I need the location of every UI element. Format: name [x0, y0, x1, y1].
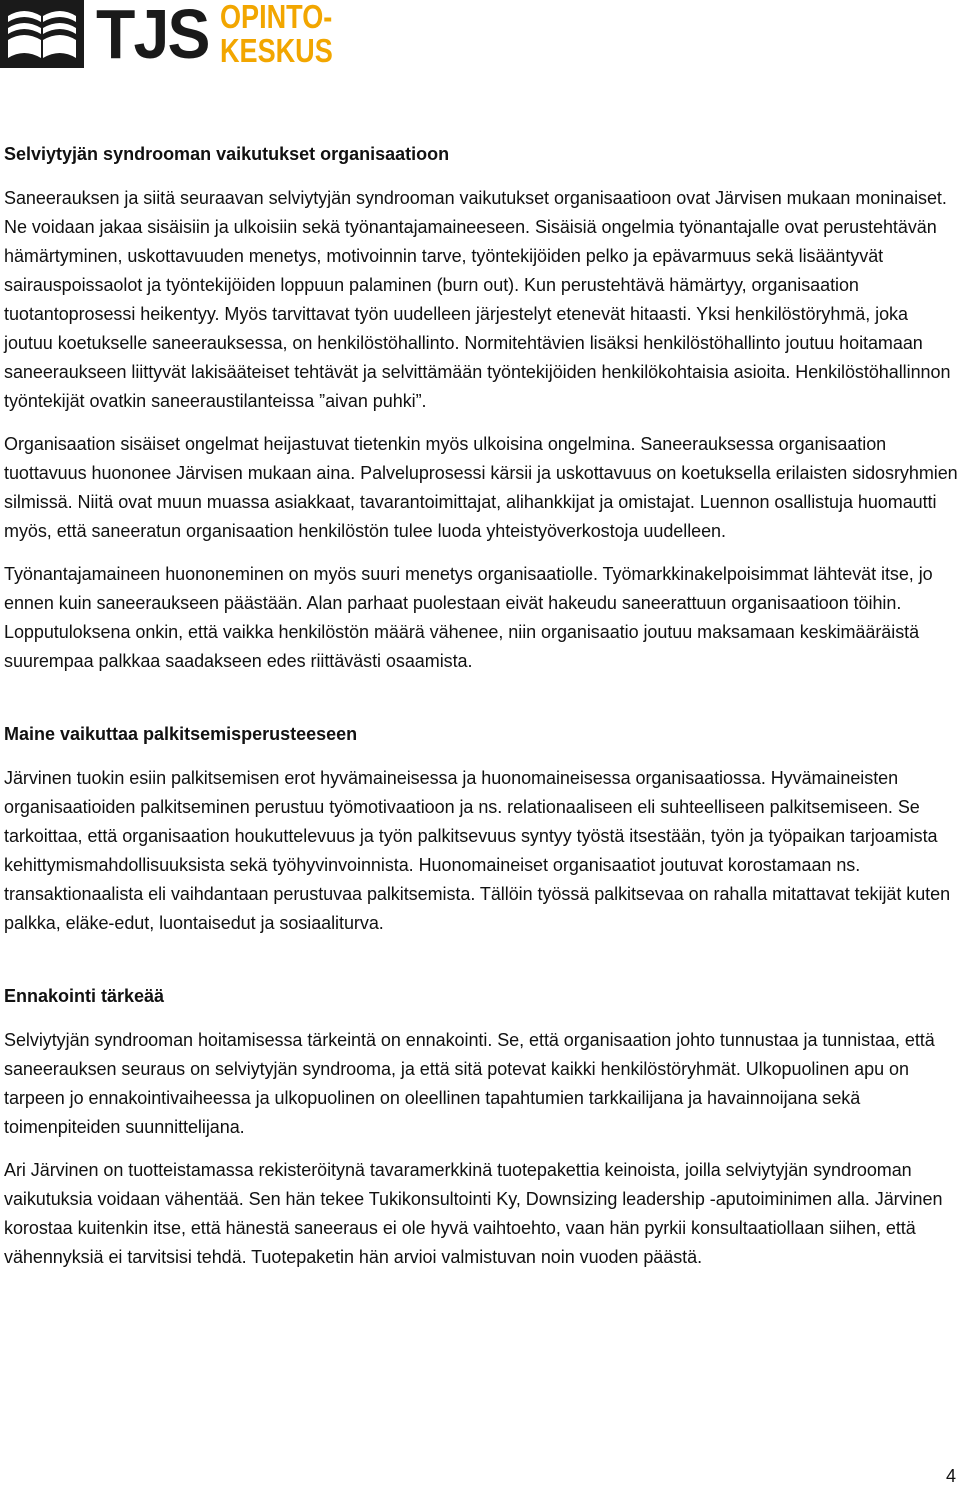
logo	[0, 0, 358, 73]
section-anticipation	[4, 982, 960, 1272]
paragraph: Saneerauksen ja siitä seuraavan selviytyjän syndrooman vaikutukset organisaatioon ovat Järvisen mukaan moninaiset. Ne voidaan jakaa sisäisiin ja ulkoisiin sekä työnantajamaineeseen. Sisäisiä ongelmia työnantajalle ovat perustehtävän hämärtyminen, uskottavuuden menetys, motivoinnin tarve, työntekijöiden pelko ja epävarmuus sekä lisääntyvät sairauspoissaolot ja työntekijöiden loppuun palaminen (burn out). Kun perustehtävä hämärtyy, organisaation tuotantoprosessi heikentyy. Myös tarvittavat työn uudelleen järjestelyt etenevät hitaasti. Yksi henkilöstöryhmä, joka joutuu koetukselle saneerauksessa, on henkilöstöhallinto. Normitehtävien lisäksi henkilöstöhallinto joutuu hoitamaan saneeraukseen liittyvät lakisääteiset tehtävät ja selvittämään työntekijöiden henkilökohtaisia asioita. Henkilöstöhallinnon työntekijät ovatkin saneeraustilanteissa ”aivan puhki”.	[4, 188, 951, 411]
paragraph: Ari Järvinen on tuotteistamassa rekisteröitynä tavaramerkkinä tuotepakettia keinoista, joilla selviytyjän syndrooman vaikutuksia voidaan vähentää. Sen hän tekee Tukikonsultointi Ky, Downsizing leadership -aputoiminimen alla. Järvinen korostaa kuitenkin itse, että hänestä saneeraus ei ole hyvä vaihtoehto, vaan hän pyrkii konsultaatiollaan siihen, että vähennyksiä ei tarvitsisi tehdä. Tuotepaketin hän arvioi valmistuvan noin vuoden päästä.	[4, 1160, 943, 1267]
logo-wordmark: TJS	[96, 0, 209, 73]
logo-subtitle	[220, 0, 358, 68]
page-number: 4	[945, 1466, 956, 1486]
section-reputation-rewards	[4, 720, 960, 938]
section-heading: Ennakointi tärkeää	[4, 986, 165, 1006]
logo-subtitle-line2: KESKUS	[220, 32, 334, 69]
section-heading: Selviytyjän syndrooman vaikutukset organisaatioon	[4, 144, 450, 164]
paragraph: Organisaation sisäiset ongelmat heijastuvat tietenkin myös ulkoisina ongelmina. Saneerauksessa organisaation tuottavuus huononee Järvisen mukaan aina. Palveluprosessi kärsii ja uskottavuus on koetuksella erilaisten sidosryhmien silmissä. Niitä ovat muun muassa asiakkaat, tavarantoimittajat, alihankkijat ja omistajat. Luennon osallistuja huomautti myös, että saneeratun organisaation henkilöstön tulee luoda yhteistyöverkostoja uudelleen.	[4, 434, 958, 541]
section-heading: Maine vaikuttaa palkitsemisperusteeseen	[4, 724, 358, 744]
paragraph: Järvinen tuokin esiin palkitsemisen erot hyvämaineisessa ja huonomaineisessa organisaatiossa. Hyvämaineisten organisaatioiden palkitseminen perustuu työmotivaatioon ja ns. relationaaliseen eli suhteelliseen palkitsemiseen. Se tarkoittaa, että organisaation houkuttelevuus ja työn palkitsevuus syntyy työstä itsestään, työn ja työpaikan tarjoamista kehittymismahdollisuuksista sekä työhyvinvoinnista. Huonomaineiset organisaatiot joutuvat korostamaan ns. transaktionaalista eli vaihdantaan perustuvaa palkitsemista. Tällöin työssä palkitsevaa on rahalla mitattavat tekijät kuten palkka, eläke-edut, luontaisedut ja sosiaaliturva.	[4, 768, 951, 933]
section-survivor-syndrome-effects	[4, 140, 960, 676]
document-body	[4, 140, 960, 1272]
paragraph: Työnantajamaineen huononeminen on myös suuri menetys organisaatiolle. Työmarkkinakelpoisimmat lähtevät itse, jo ennen kuin saneeraukseen päästään. Alan parhaat puolestaan eivät hakeudu saneerattuun organisaatioon töihin. Lopputuloksena onkin, että vaikka henkilöstön määrä vähenee, niin organisaatio joutuu maksamaan keskimääräistä suurempaa palkkaa saadakseen edes riittävästi osaamista.	[4, 564, 933, 671]
open-book-icon	[0, 0, 84, 68]
paragraph: Selviytyjän syndrooman hoitamisessa tärkeintä on ennakointi. Se, että organisaation johto tunnustaa ja tunnistaa, että saneerauksen seuraus on selviytyjän syndrooma, ja että sitä potevat kaikki henkilöstöryhmät. Ulkopuolinen apu on tarpeen jo ennakointivaiheessa ja ulkopuolinen on oleellinen tapahtumien tarkkailijana ja havainnoijana sekä toimenpiteiden suunnittelijana.	[4, 1030, 935, 1137]
logo-subtitle-line1: OPINTO-	[220, 0, 333, 35]
